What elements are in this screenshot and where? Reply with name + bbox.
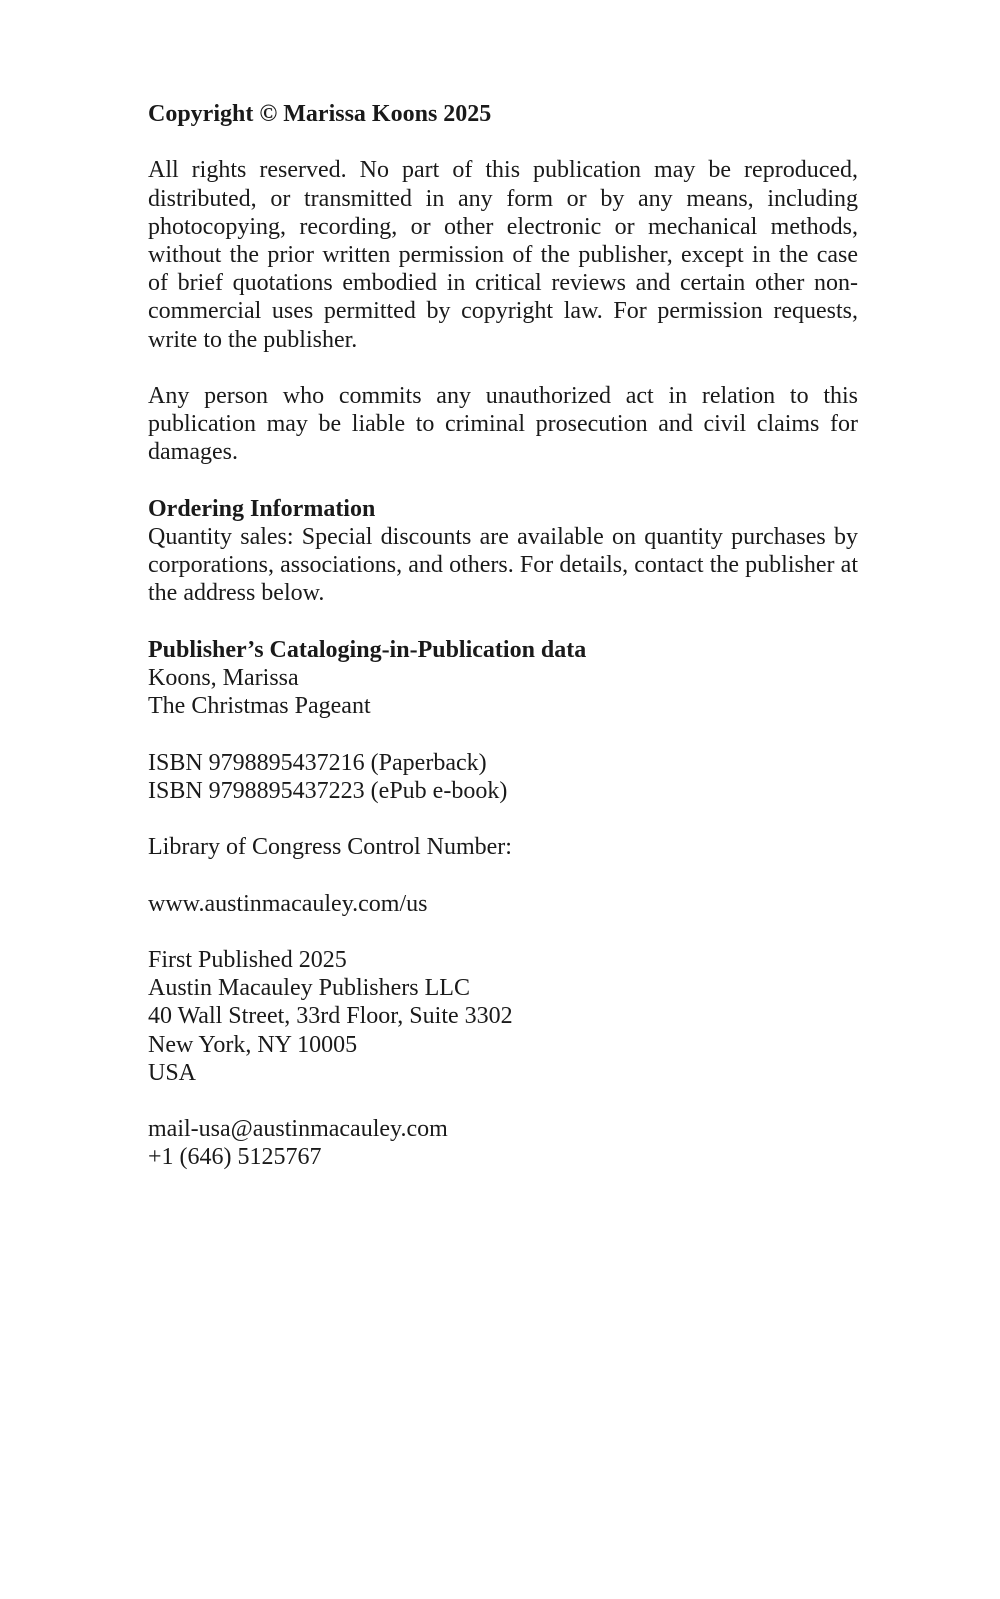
contact-email: mail-usa@austinmacauley.com bbox=[148, 1116, 448, 1143]
cataloging-title: The Christmas Pageant bbox=[148, 693, 371, 720]
publisher-name: Austin Macauley Publishers LLC bbox=[148, 975, 470, 1002]
cataloging-heading: Publisher’s Cataloging-in-Publication data bbox=[148, 636, 587, 663]
cataloging-section bbox=[148, 636, 858, 721]
ordering-text: Quantity sales: Special discounts are available on quantity purchases by corporations, associations, and others. For details, contact the publisher at the address below. bbox=[148, 524, 858, 607]
ordering-section bbox=[148, 495, 858, 608]
publisher-website: www.austinmacauley.com/us bbox=[148, 890, 428, 917]
publisher-city: New York, NY 10005 bbox=[148, 1031, 358, 1058]
loc-control-number: Library of Congress Control Number: bbox=[148, 834, 512, 861]
first-published: First Published 2025 bbox=[148, 946, 347, 973]
contact-phone: +1 (646) 5125767 bbox=[148, 1144, 322, 1171]
contact-section bbox=[148, 1115, 858, 1171]
isbn-section bbox=[148, 749, 858, 805]
copyright-heading: Copyright © Marissa Koons 2025 bbox=[148, 101, 492, 127]
publisher-section bbox=[148, 946, 858, 1087]
copyright-page bbox=[148, 100, 858, 1200]
isbn-ebook: ISBN 9798895437223 (ePub e-book) bbox=[148, 777, 508, 804]
publisher-country: USA bbox=[148, 1059, 197, 1086]
rights-paragraph: All rights reserved. No part of this publication may be reproduced, distributed, or transmitted in any form or by any means, including photocopying, recording, or other electronic or mechanical methods, without the prior written permission of the publisher, except in the case of brief quotations embodied in critical reviews and certain other non-commercial uses permitted by copyright law. For permission requests, write to the publisher. bbox=[148, 157, 858, 353]
liability-paragraph: Any person who commits any unauthorized act in relation to this publication may be liable to criminal prosecution and civil claims for damages. bbox=[148, 383, 858, 466]
cataloging-author: Koons, Marissa bbox=[148, 665, 299, 691]
ordering-heading: Ordering Information bbox=[148, 495, 376, 522]
publisher-street: 40 Wall Street, 33rd Floor, Suite 3302 bbox=[148, 1003, 513, 1030]
isbn-paperback: ISBN 9798895437216 (Paperback) bbox=[148, 749, 487, 776]
